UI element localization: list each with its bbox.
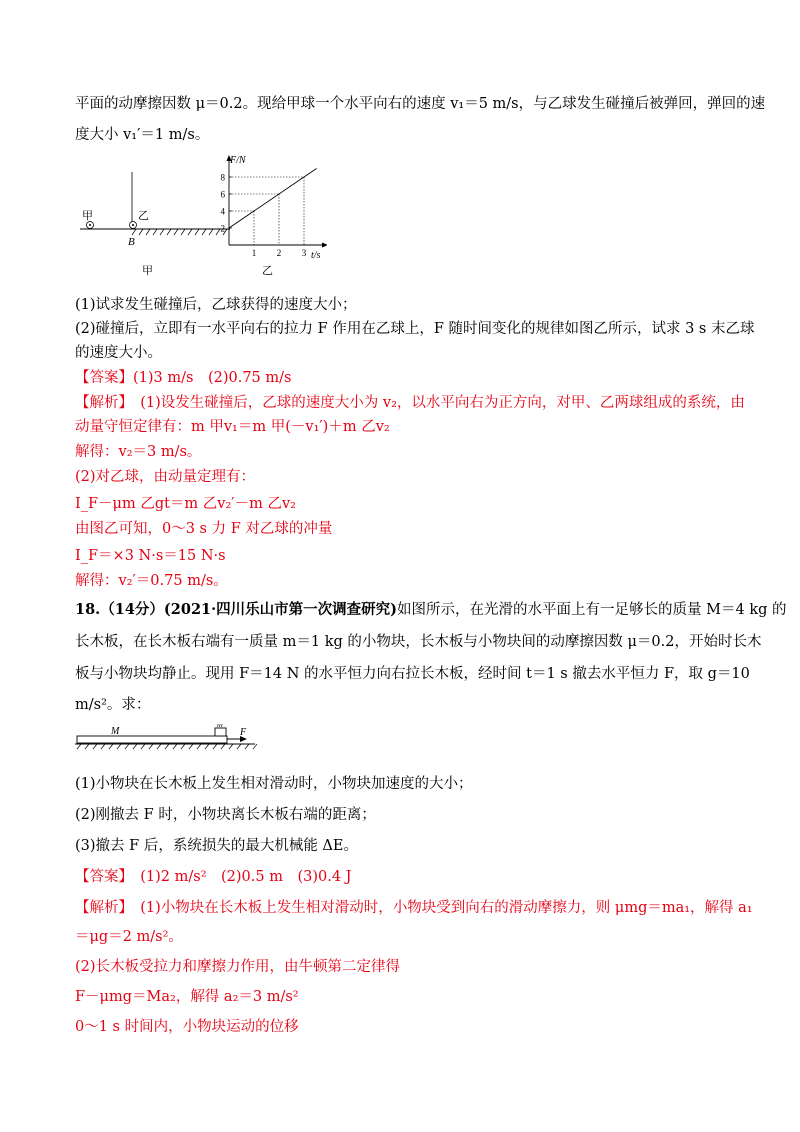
y-tick-label: 4 xyxy=(220,206,225,217)
problem-18-heading: 18.（14分）(2021·四川乐山市第一次调查研究) xyxy=(75,601,398,618)
y-tick-label: 2 xyxy=(220,223,225,234)
label-M: M xyxy=(111,726,120,737)
solution-line: I_F－μm 乙gt＝m 乙v₂′－m 乙v₂ xyxy=(75,496,296,512)
question-18-1: (1)小物块在长木板上发生相对滑动时，小物块加速度的大小； xyxy=(75,776,473,792)
figure-collision-diagram xyxy=(80,172,230,282)
text-line: 度大小 v₁′＝1 m/s。 xyxy=(75,127,210,143)
question-18-2: (2)刚撤去 F 时，小物块离长木板右端的距离； xyxy=(75,807,376,823)
solution-line: 【解析】 (1)小物块在长木板上发生相对滑动时，小物块受到向右的滑动摩擦力，则 μmg＝ma₁，解得 a₁ xyxy=(75,900,753,916)
long-board xyxy=(77,736,227,743)
x-axis-label: t/s xyxy=(311,250,321,261)
x-axis-arrow xyxy=(322,243,327,248)
problem-18-text: 长木板，在长木板右端有一质量 m＝1 kg 的小物块，长木板与小物块间的动摩擦因数 μ＝0.2，开始时长木 xyxy=(75,634,762,650)
solution-line: 解得：v₂′＝0.75 m/s。 xyxy=(75,573,228,589)
label-m: m xyxy=(217,724,223,729)
force-line xyxy=(229,169,317,229)
x-tick-label: 2 xyxy=(276,248,282,258)
solution-line: 由图乙可知，0～3 s 力 F 对乙球的冲量 xyxy=(75,521,333,537)
question-2: (2)碰撞后，立即有一水平向右的拉力 F 作用在乙球上，F 随时间变化的规律如图乙所示，试求 3 s 末乙球 xyxy=(75,321,755,337)
question-1: (1)试求发生碰撞后，乙球获得的速度大小； xyxy=(75,297,357,313)
solution-line: I_F＝×3 N·s＝15 N·s xyxy=(75,548,226,564)
solution-line: 动量守恒定律有：m 甲v₁＝m 甲(－v₁′)＋m 乙v₂ xyxy=(75,419,390,435)
solution-line: (2)长木板受拉力和摩擦力作用，由牛顿第二定律得 xyxy=(75,959,401,975)
solution-line: 解得：v₂＝3 m/s。 xyxy=(75,444,202,460)
label-B: B xyxy=(128,236,135,248)
force-time-chart xyxy=(212,150,327,280)
x-tick-label: 1 xyxy=(251,248,257,258)
answer-18: 【答案】 (1)2 m/s² (2)0.5 m (3)0.4 J xyxy=(75,869,352,885)
chart-caption: 乙 xyxy=(262,265,273,277)
solution-line: 【解析】 (1)设发生碰撞后，乙球的速度大小为 v₂，以水平向右为正方向，对甲、乙两球组成的系统，由 xyxy=(75,395,745,411)
solution-line: (2)对乙球，由动量定理有： xyxy=(75,469,256,485)
figure-caption-jia: 甲 xyxy=(142,265,153,277)
problem-18-text: 板与小物块均静止。现用 F＝14 N 的水平恒力向右拉长木板，经时间 t＝1 s 撤去水平恒力 F，取 g＝10 xyxy=(75,666,750,682)
solution-line: F－μmg＝Ma₂，解得 a₂＝3 m/s² xyxy=(75,989,299,1005)
y-tick-label: 8 xyxy=(220,172,225,183)
problem-18-text: 如图所示，在光滑的水平面上有一足够长的质量 M＝4 kg 的 xyxy=(397,602,787,618)
label-yi: 乙 xyxy=(138,210,149,222)
answer-17: 【答案】(1)3 m/s (2)0.75 m/s xyxy=(75,370,292,386)
solution-line: ＝μg＝2 m/s²。 xyxy=(75,929,183,945)
problem-18-line xyxy=(75,600,787,620)
label-jia: 甲 xyxy=(82,210,93,222)
y-axis-label: F/N xyxy=(230,155,246,166)
y-tick-label: 6 xyxy=(220,189,225,200)
solution-line: 0～1 s 时间内，小物块运动的位移 xyxy=(75,1019,299,1035)
problem-18-text: m/s²。求： xyxy=(75,697,151,713)
x-tick-label: 3 xyxy=(301,248,307,258)
small-block xyxy=(215,728,226,736)
question-18-3: (3)撤去 F 后，系统损失的最大机械能 ΔE。 xyxy=(75,838,358,854)
board-block-diagram xyxy=(75,724,265,760)
label-F: F xyxy=(240,727,247,738)
text-line: 平面的动摩擦因数 μ＝0.2。现给甲球一个水平向右的速度 v₁＝5 m/s，与乙球发生碰撞后被弹回，弹回的速 xyxy=(75,96,766,112)
question-2-cont: 的速度大小。 xyxy=(75,345,162,361)
